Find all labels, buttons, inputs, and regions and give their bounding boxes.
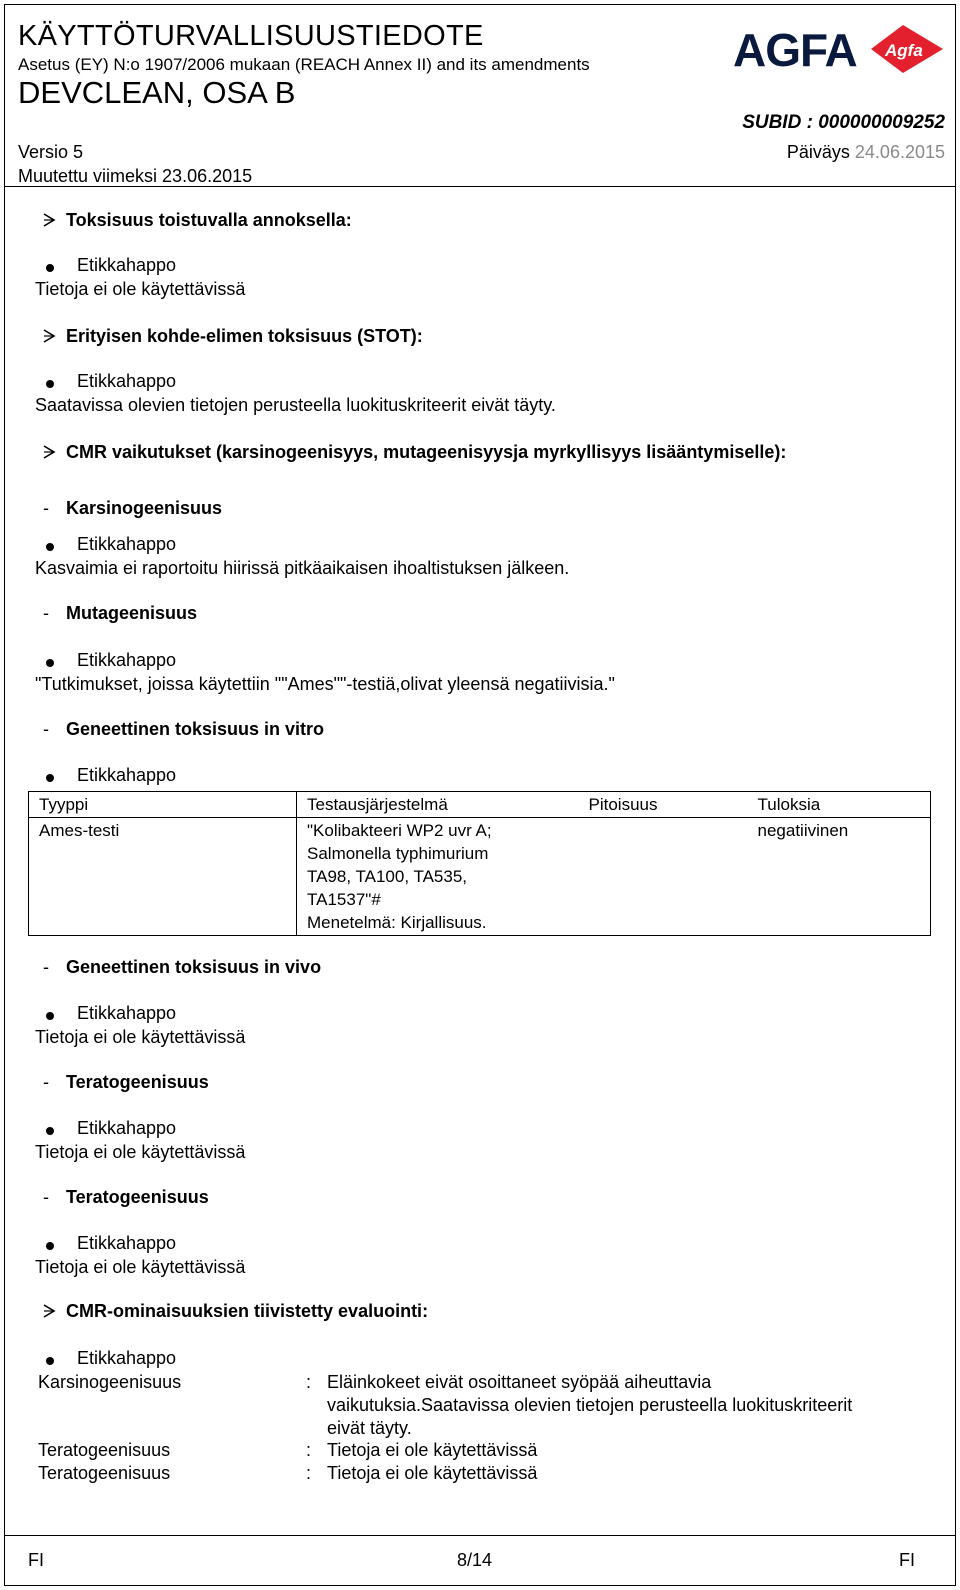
genotox-table	[28, 791, 931, 936]
date-value: 24.06.2015	[854, 142, 945, 162]
dash-bullet: -	[43, 603, 49, 623]
substance-name: Etikkahappo	[77, 255, 177, 275]
page-frame	[4, 4, 956, 1586]
bullet-icon	[46, 659, 54, 667]
section-heading: Erityisen kohde-elimen toksisuus (STOT):	[66, 326, 423, 346]
summary-value-line: vaikutuksia.Saatavissa olevien tietojen perusteella luokituskriteerit	[327, 1395, 853, 1415]
substance-name: Etikkahappo	[77, 1233, 177, 1253]
dash-bullet: -	[43, 719, 49, 739]
version: Versio 5	[18, 142, 84, 162]
system-line: Menetelmä: Kirjallisuus.	[307, 913, 487, 932]
summary-label: Teratogeenisuus	[38, 1463, 171, 1483]
summary-separator: :	[306, 1440, 312, 1460]
bullet-icon	[46, 380, 54, 388]
summary-value-line: eivät täyty.	[327, 1418, 412, 1438]
revised-date: Muutettu viimeksi 23.06.2015	[18, 166, 253, 186]
table-cell-type: Ames-testi	[29, 818, 297, 936]
dash-bullet: -	[43, 957, 49, 977]
substance-name: Etikkahappo	[77, 1348, 177, 1368]
section-text: Kasvaimia ei raportoitu hiirissä pitkäaikaisen ihoaltistuksen jälkeen.	[35, 558, 570, 578]
product-name: DEVCLEAN, OSA B	[18, 75, 296, 110]
section-text: Tietoja ei ole käytettävissä	[35, 279, 246, 299]
section-text: "Tutkimukset, joissa käytettiin ""Ames""-testiä,olivat yleensä negatiivisia."	[35, 674, 615, 694]
subsection-heading: Karsinogeenisuus	[66, 498, 223, 518]
dash-bullet: -	[43, 498, 49, 518]
document-title: KÄYTTÖTURVALLISUUSTIEDOTE	[18, 20, 484, 52]
summary-separator: :	[306, 1372, 312, 1392]
bullet-icon	[46, 774, 54, 782]
dash-bullet: -	[43, 1187, 49, 1207]
bullet-icon	[46, 264, 54, 272]
system-line: Salmonella typhimurium	[307, 844, 489, 863]
footer-language-right: FI	[899, 1550, 915, 1570]
logo-badge-text: Agfa	[885, 41, 923, 60]
section-text: Saatavissa olevien tietojen perusteella luokituskriteerit eivät täyty.	[35, 395, 556, 415]
table-header-cell: Testausjärjestelmä	[297, 792, 579, 818]
substance-name: Etikkahappo	[77, 371, 177, 391]
substance-name: Etikkahappo	[77, 765, 177, 785]
summary-value-line: Tietoja ei ole käytettävissä	[327, 1440, 538, 1460]
section-text: Tietoja ei ole käytettävissä	[35, 1257, 246, 1277]
agfa-logo	[733, 23, 945, 75]
system-line: "Kolibakteeri WP2 uvr A;	[307, 821, 492, 840]
bullet-icon	[46, 1127, 54, 1135]
substance-name: Etikkahappo	[77, 1003, 177, 1023]
substance-name: Etikkahappo	[77, 534, 177, 554]
regulation-line: Asetus (EY) N:o 1907/2006 mukaan (REACH Annex II) and its amendments	[18, 55, 590, 74]
summary-separator: :	[306, 1463, 312, 1483]
bullet-icon	[46, 1012, 54, 1020]
arrow-bullet-icon	[42, 213, 56, 227]
table-header-cell: Tyyppi	[29, 792, 297, 818]
arrow-bullet-icon	[42, 329, 56, 343]
subsection-heading: Teratogeenisuus	[66, 1187, 209, 1207]
system-line: TA1537"#	[307, 890, 381, 909]
section-text: Tietoja ei ole käytettävissä	[35, 1027, 246, 1047]
subsection-heading: Geneettinen toksisuus in vivo	[66, 957, 322, 977]
arrow-bullet-icon	[42, 1304, 56, 1318]
table-header-row	[29, 792, 931, 818]
page-footer	[5, 1535, 955, 1585]
logo-wordmark: AGFA	[733, 24, 857, 75]
table-header-cell: Pitoisuus	[579, 792, 748, 818]
bullet-icon	[46, 543, 54, 551]
summary-value-line: Eläinkokeet eivät osoittaneet syöpää aiheuttavia	[327, 1372, 712, 1392]
subsection-heading: Teratogeenisuus	[66, 1072, 209, 1092]
bullet-icon	[46, 1242, 54, 1250]
table-row	[29, 818, 931, 936]
table-cell-result: negatiivinen	[748, 818, 931, 936]
subid: SUBID : 000000009252	[742, 112, 945, 133]
document-header	[5, 5, 955, 187]
subsection-heading: Mutageenisuus	[66, 603, 198, 623]
page-number: 8/14	[457, 1550, 493, 1570]
substance-name: Etikkahappo	[77, 650, 177, 670]
section-heading: Toksisuus toistuvalla annoksella:	[66, 210, 352, 230]
table-header-cell: Tuloksia	[748, 792, 931, 818]
issue-date	[787, 142, 945, 163]
arrow-bullet-icon	[42, 445, 56, 459]
bullet-icon	[46, 1357, 54, 1365]
summary-value-line: Tietoja ei ole käytettävissä	[327, 1463, 538, 1483]
date-label: Päiväys	[786, 142, 850, 162]
footer-language-left: FI	[28, 1550, 44, 1570]
table-cell-concentration	[579, 818, 748, 936]
table-cell-system	[297, 818, 579, 936]
section-text: Tietoja ei ole käytettävissä	[35, 1142, 246, 1162]
section-heading: CMR vaikutukset (karsinogeenisyys, mutageenisyysja myrkyllisyys lisääntymiselle):	[66, 442, 787, 462]
summary-label: Teratogeenisuus	[38, 1440, 171, 1460]
summary-label: Karsinogeenisuus	[38, 1372, 182, 1392]
system-line: TA98, TA100, TA535,	[307, 867, 468, 886]
substance-name: Etikkahappo	[77, 1118, 177, 1138]
dash-bullet: -	[43, 1072, 49, 1092]
section-heading: CMR-ominaisuuksien tiivistetty evaluointi:	[66, 1301, 429, 1321]
subsection-heading: Geneettinen toksisuus in vitro	[66, 719, 325, 739]
